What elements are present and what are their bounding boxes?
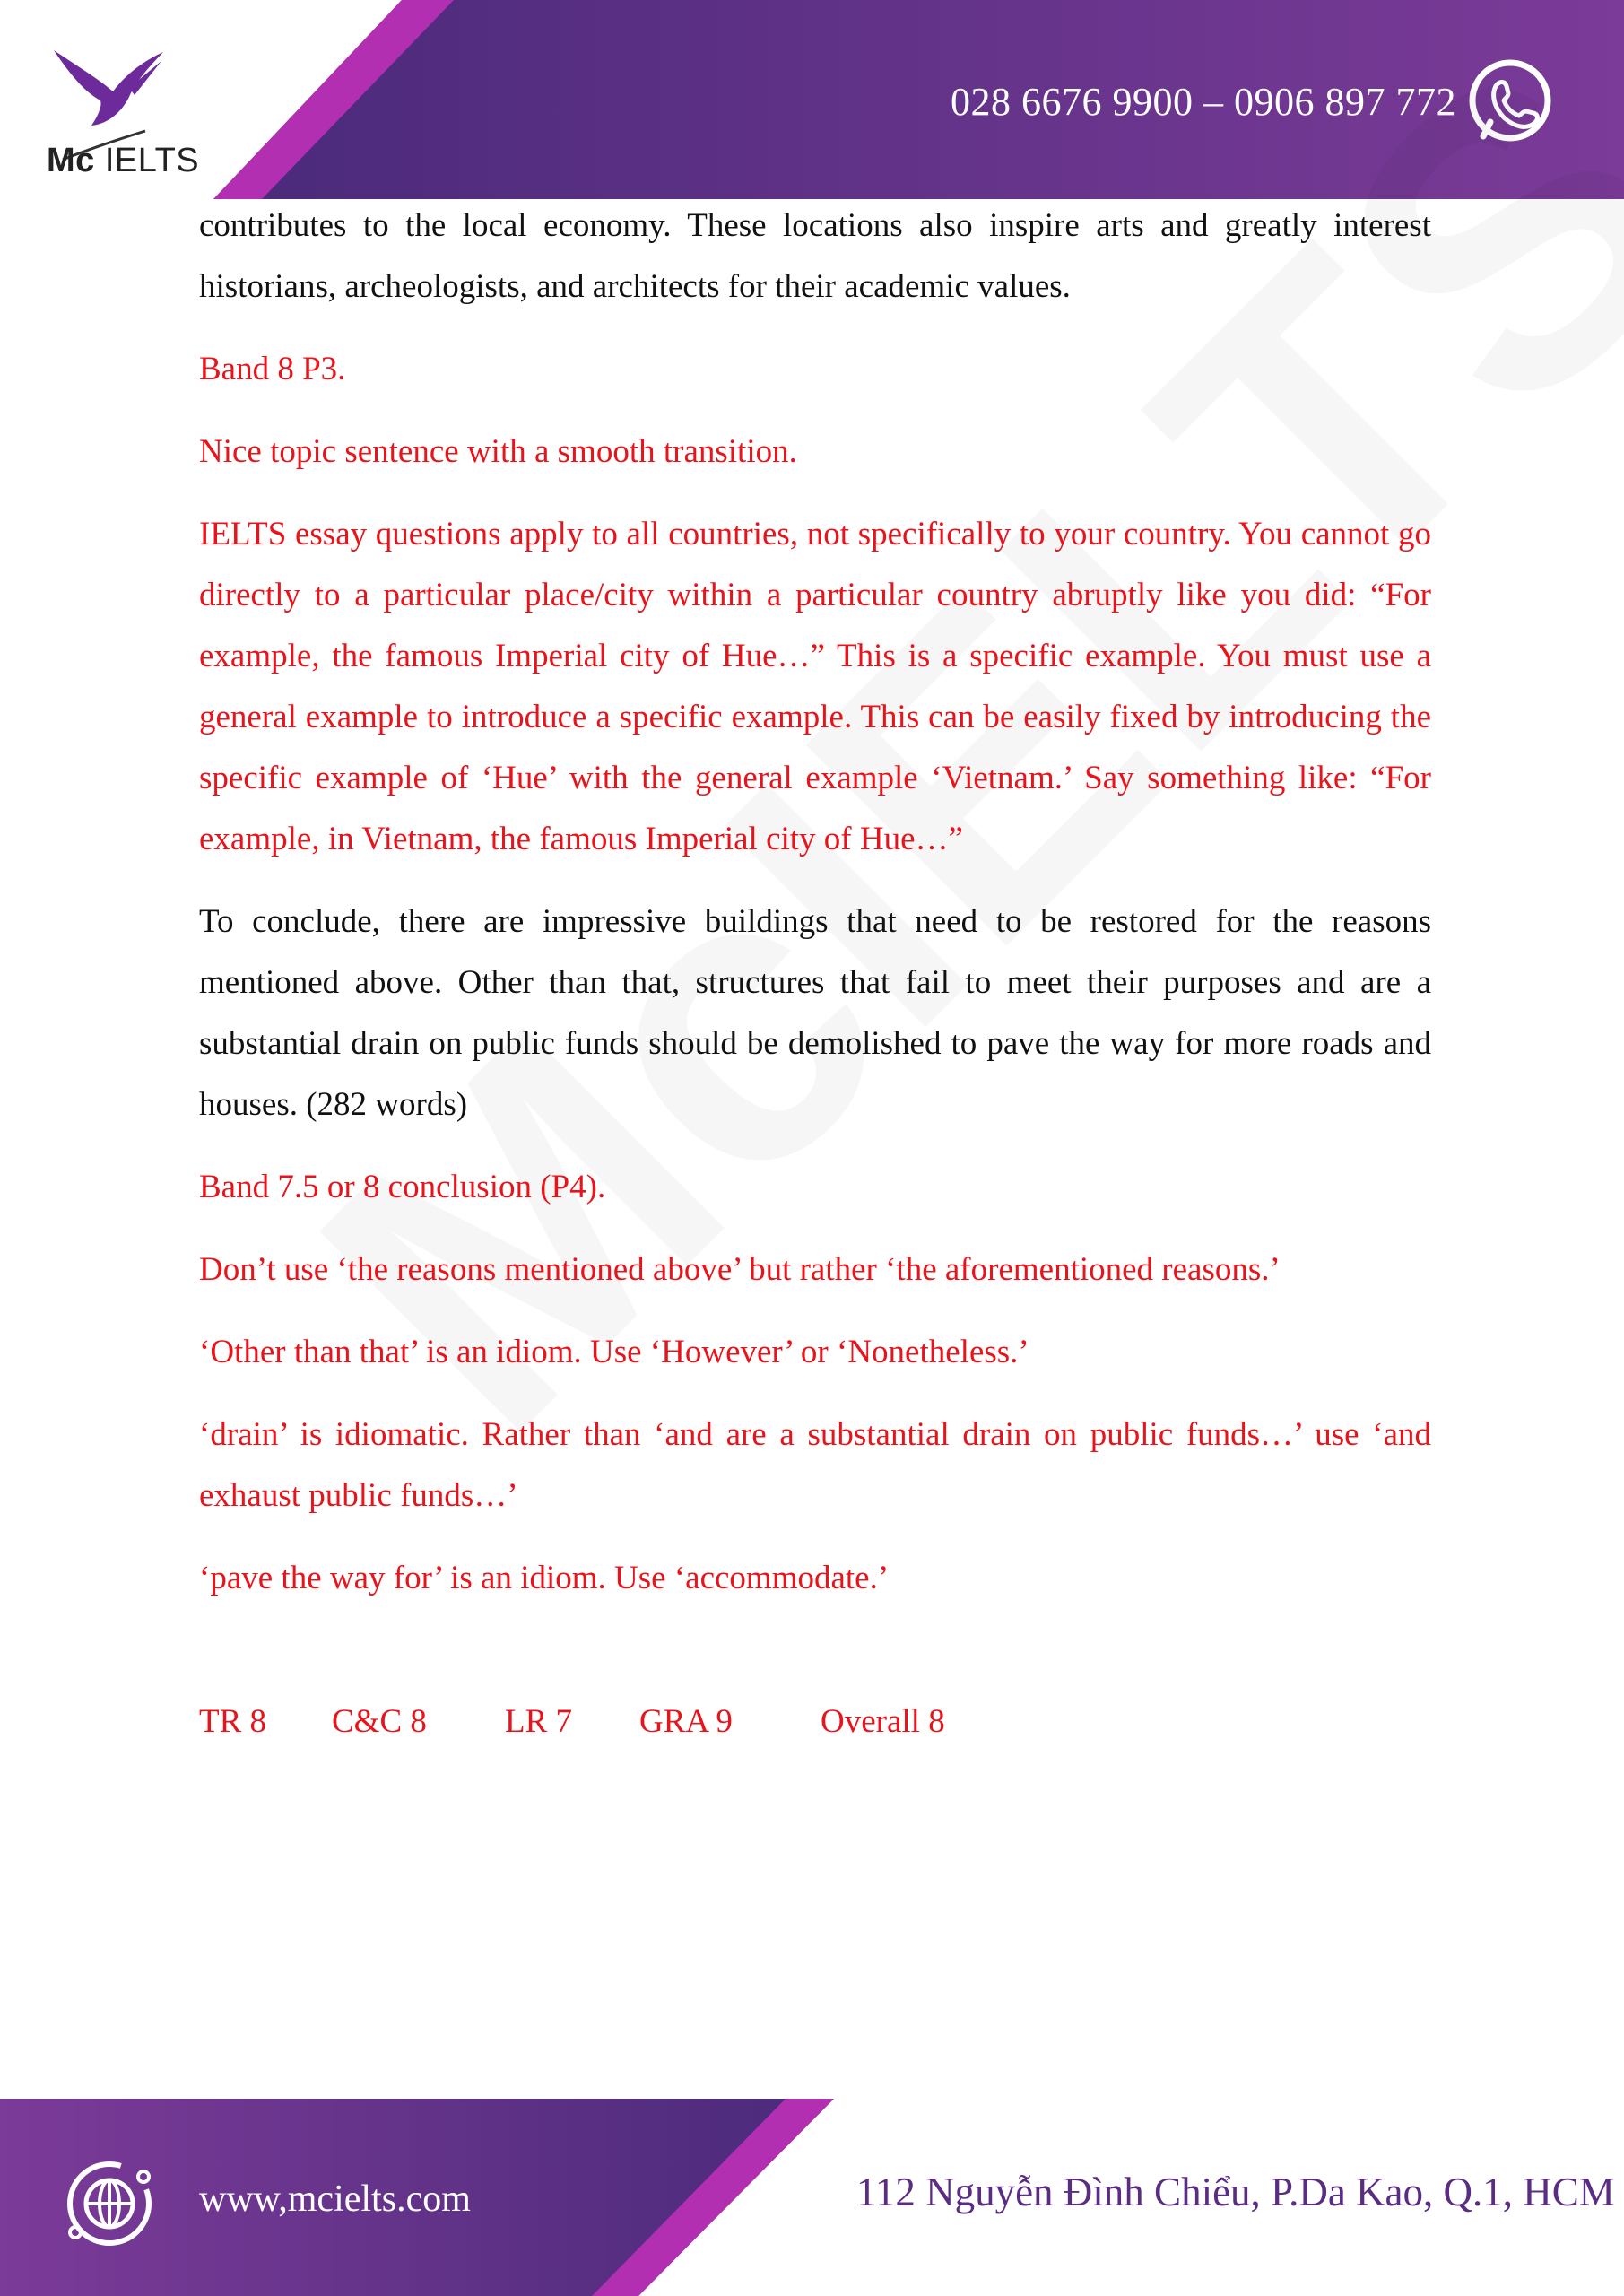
essay-conclusion: To conclude, there are impressive buildings that need to be restored for the reasons mentioned above. Other than that, structures that fail to meet their purposes and are a substantial drain on public funds should be demolished to pave the way for more roads and houses. (282 words) [199,903,1431,1123]
feedback-comment: Nice topic sentence with a smooth transition. [199,433,797,470]
score-overall: Overall 8 [821,1703,945,1740]
feedback-band-p4: Band 7.5 or 8 conclusion (P4). [199,1169,606,1205]
address: 112 Nguyễn Đình Chiểu, P.Da Kao, Q.1, HCM [856,2170,1615,2214]
score-cc: C&C 8 [332,1703,427,1740]
website-link[interactable]: www,mcielts.com [199,2179,471,2220]
feedback-band-p3: Band 8 P3. [199,351,346,387]
feedback-comment: ‘pave the way for’ is an idiom. Use ‘accommodate.’ [199,1560,890,1596]
feedback-comment: ‘drain’ is idiomatic. Rather than ‘and are a substantial drain on public funds…’ use ‘and exhaust public funds…’ [199,1416,1431,1514]
brand-wordmark: Mc IELTS [47,142,200,179]
globe-icon [63,2157,156,2250]
score-lr: LR 7 [505,1703,573,1740]
phone-number[interactable]: 028 6676 9900 – 0906 897 772 [951,80,1456,124]
feedback-comment: Don’t use ‘the reasons mentioned above’ but rather ‘the aforementioned reasons.’ [199,1251,1281,1288]
feedback-comment: ‘Other than that’ is an idiom. Use ‘However’ or ‘Nonetheless.’ [199,1334,1029,1370]
document-body [199,196,1431,1752]
whatsapp-phone-icon[interactable] [1463,56,1557,149]
score-summary [199,1692,1431,1752]
essay-paragraph: contributes to the local economy. These locations also inspire arts and greatly interest historians, archeologists, and architects for their academic values. [199,207,1431,305]
score-tr: TR 8 [199,1703,267,1740]
score-gra: GRA 9 [639,1703,733,1740]
feedback-comment: IELTS essay questions apply to all countries, not specifically to your country. You cannot go directly to a particular place/city within a particular country abruptly like you did: “For example, the famous Imperial city of Hue…” This is a specific example. You must use a general example to introduce a specific example. This can be easily fixed by introducing the specific example of ‘Hue’ with the general example ‘Vietnam.’ Say something like: “For example, in Vietnam, the famous Imperial city of Hue…” [199,516,1431,857]
